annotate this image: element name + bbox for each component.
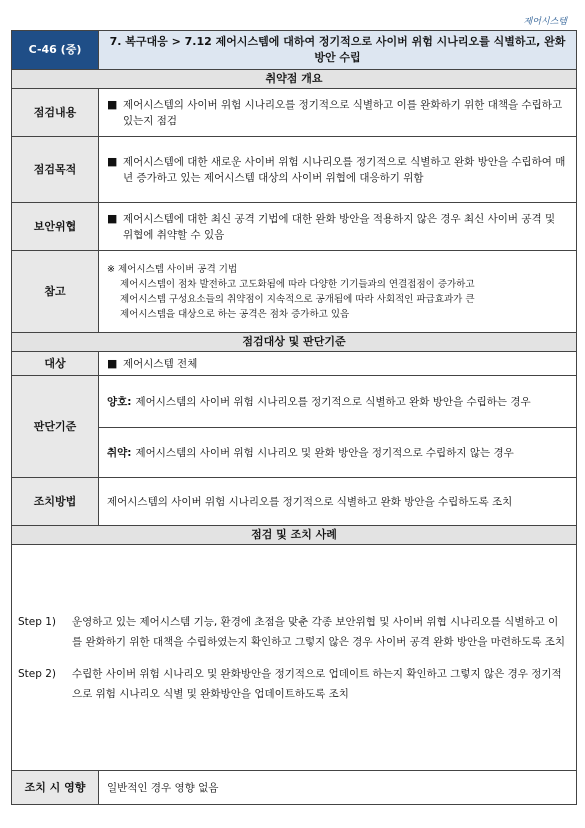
good-label: 양호: xyxy=(107,395,132,408)
item-code: C-46 (중) xyxy=(12,31,99,70)
row-steps xyxy=(12,545,577,771)
bullet-icon: ■ xyxy=(107,154,118,168)
bullet-icon: ■ xyxy=(107,356,118,370)
row-label: 보안위협 xyxy=(12,203,99,251)
row-value xyxy=(99,89,577,137)
step-item xyxy=(18,612,566,652)
row-label: 참고 xyxy=(12,251,99,333)
header-category-tag: 제어시스템 xyxy=(523,17,567,27)
weak-label: 취약: xyxy=(107,446,132,459)
row-reference xyxy=(12,251,577,333)
row-label: 점검목적 xyxy=(12,137,99,203)
reference-line: 제어시스템 구성요소들의 취약점이 지속적으로 공개됨에 따라 사회적인 파급효과가 큰 xyxy=(120,293,475,305)
inspection-purpose-text: 제어시스템에 대한 새로운 사이버 위험 시나리오를 정기적으로 식별하고 완화 방안을 수립하여 매년 증가하고 있는 제어시스템 대상의 사이버 위협에 대응하기 위함 xyxy=(123,155,566,184)
row-value xyxy=(99,352,577,376)
good-text: 제어시스템의 사이버 위험 시나리오를 정기적으로 식별하고 완화 방안을 수립하는 경우 xyxy=(135,395,531,408)
section-target-criteria xyxy=(12,333,577,352)
section-vulnerability-overview xyxy=(12,70,577,89)
row-inspection-content xyxy=(12,89,577,137)
row-target xyxy=(12,352,577,376)
section-heading: 점검 및 조치 사례 xyxy=(12,526,577,545)
row-value xyxy=(99,137,577,203)
row-impact xyxy=(12,771,577,805)
reference-box xyxy=(99,251,577,333)
inspection-item-table xyxy=(11,30,577,805)
row-value xyxy=(99,203,577,251)
row-label: 조치 시 영향 xyxy=(12,771,99,805)
row-label: 점검내용 xyxy=(12,89,99,137)
bullet-icon: ■ xyxy=(107,97,118,111)
reference-line: 제어시스템을 대상으로 하는 공격은 점차 증가하고 있음 xyxy=(120,308,350,320)
inspection-content-text: 제어시스템의 사이버 위험 시나리오를 정기적으로 식별하고 이를 완화하기 위한 대책을 수립하고 있는지 점검 xyxy=(123,98,563,127)
row-action xyxy=(12,478,577,526)
reference-line: 제어시스템이 점차 발전하고 고도화됨에 따라 다양한 기기들과의 연결접점이 증가하고 xyxy=(120,278,475,290)
criteria-good xyxy=(99,376,577,428)
security-threat-text: 제어시스템에 대한 최신 공격 기법에 대한 완화 방안을 적용하지 않은 경우 최신 사이버 공격 및 위협에 취약할 수 있음 xyxy=(123,212,556,241)
target-text: 제어시스템 전체 xyxy=(123,357,198,370)
step-text: 운영하고 있는 제어시스템 기능, 환경에 초점을 맞춘 각종 보안위협 및 사이버 위협 시나리오를 식별하고 이를 완화하기 위한 대책을 수립하였는지 확인하고 그렇지 않은 경우 사이버 공격 완화 방안을 마련하도록 조치 xyxy=(72,615,566,648)
row-criteria-good xyxy=(12,376,577,428)
row-inspection-purpose xyxy=(12,137,577,203)
reference-heading: ※ 제어시스템 사이버 공격 기법 xyxy=(107,263,238,275)
item-title: 7. 복구대응 > 7.12 제어시스템에 대하여 정기적으로 사이버 위험 시나리오를 식별하고, 완화 방안 수립 xyxy=(99,31,577,70)
item-header-row xyxy=(12,31,577,70)
row-label: 조치방법 xyxy=(12,478,99,526)
row-security-threat xyxy=(12,203,577,251)
criteria-weak xyxy=(99,428,577,478)
step-number: Step 1) xyxy=(18,615,57,628)
step-item xyxy=(18,664,566,704)
step-text: 수립한 사이버 위험 시나리오 및 완화방안을 정기적으로 업데이트 하는지 확인하고 그렇지 않은 경우 정기적으로 위험 시나리오 식별 및 완화방안을 업데이트하도록 조치 xyxy=(72,667,562,700)
section-heading: 점검대상 및 판단기준 xyxy=(12,333,577,352)
bullet-icon: ■ xyxy=(107,211,118,225)
row-label: 대상 xyxy=(12,352,99,376)
section-cases xyxy=(12,526,577,545)
step-number: Step 2) xyxy=(18,667,57,680)
action-text: 제어시스템의 사이버 위험 시나리오를 정기적으로 식별하고 완화 방안을 수립하도록 조치 xyxy=(99,478,577,526)
section-heading: 취약점 개요 xyxy=(12,70,577,89)
impact-text: 일반적인 경우 영향 없음 xyxy=(99,771,577,805)
weak-text: 제어시스템의 사이버 위험 시나리오 및 완화 방안을 정기적으로 수립하지 않는 경우 xyxy=(135,446,514,459)
steps-box xyxy=(12,545,577,771)
row-label: 판단기준 xyxy=(12,376,99,478)
